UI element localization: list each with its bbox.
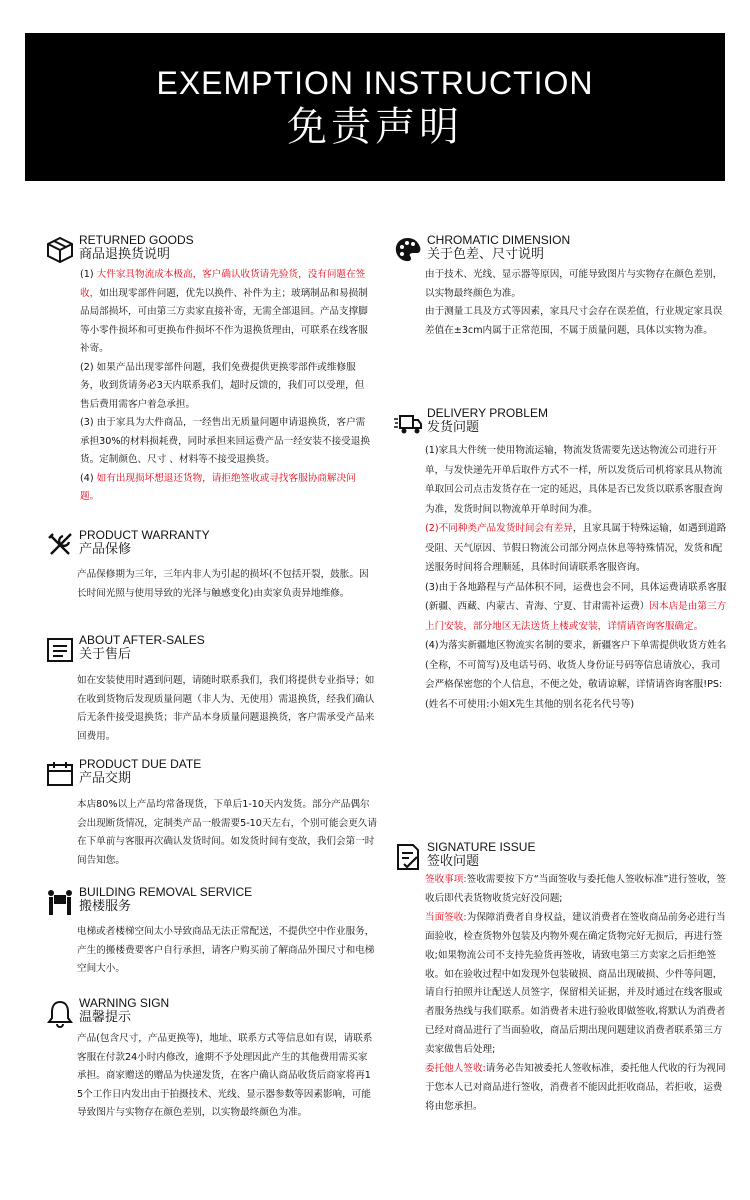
section-body: [425, 871, 728, 1117]
paragraph: (1)家具大件统一使用物流运输，物流发货需要先送达物流公司进行开单，与发快递先开单后取件方式不一样，所以发货后司机将家具从物流单取回公司点击发货存在一定的延迟，具体是否已发货以联系客服查询为准，发货时间以物流单开单时间为准。: [425, 445, 723, 515]
section-title-zh: 关于色差、尺寸说明: [427, 247, 545, 262]
section-title-zh: 搬楼服务: [79, 899, 132, 914]
section-body: 本店80%以上产品均常备现货，下单后1-10天内发货。部分产品偶尔会出现断货情况，定制类产品一般需要5-10天左右，个别可能会更久请在下单前与客服再次确认发货时间。如发货时间有变故，我们会第一时间告知您。: [77, 799, 377, 866]
section-body: [425, 266, 728, 340]
text: 如出现零部件问题，优先以换件、补件为主；玻璃制品和易损制品局部损坏，可由第三方卖家直接补寄，无需全部退回。产品支撑脚等小零件损坏和可更换布件损坏不作为退换货理由，可联系在线客服补寄。: [80, 287, 368, 354]
section-product-due-date: [45, 757, 375, 877]
paragraph: 由于技术、光线、显示器等原因，可能导致图片与实物存在颜色差别，以实物最终颜色为准。: [425, 269, 723, 299]
section-title-en: BUILDING REMOVAL SERVICE: [79, 885, 253, 899]
text: ，且家具属于特殊运输，如遇到道路受阻、天气原因、节假日物流公司部分网点休息等特殊情况，发货和配送服务时间将合理顺延，具体时间请联系客服咨询。: [425, 523, 727, 573]
section-signature-issue: [393, 840, 728, 1180]
section-title-en: SIGNATURE ISSUE: [427, 840, 536, 854]
bell-icon: [45, 998, 75, 1028]
section-title-zh: 产品交期: [79, 771, 132, 786]
section-body: 产品保修期为三年，三年内非人为引起的损坏(不包括开裂，鼓胀。因长时间光照与使用导致的光泽与触感变化)由卖家负责异地维修。: [77, 569, 369, 599]
section-title-zh: 关于售后: [79, 647, 132, 662]
header-banner: [25, 33, 725, 181]
highlight-text: (2)不同种类产品发货时间会有差异: [425, 523, 573, 534]
highlight-text: 大件家具物流成本极高，客户确认收货请先验货，没有问题在签收，: [80, 269, 366, 299]
header-title-en: EXEMPTION INSTRUCTION: [156, 65, 594, 101]
section-title-zh: 发货问题: [427, 420, 480, 435]
highlight-text: 委托他人签收:: [425, 1063, 486, 1075]
paragraph: (4)为落实新疆地区物流实名制的要求，新疆客户下单需提供收货方姓名(全称，不可简写)及电话号码、收货人身份证号码等信息请放心，我司会严格保密您的个人信息，不便之处，敬请谅解，详情请咨询客服!PS:(姓名不可使用:小姐X先生其他的别名花名代号等): [425, 640, 727, 710]
tools-icon: [45, 530, 75, 560]
section-product-warranty: [45, 528, 375, 628]
section-warning-sign: [45, 996, 375, 1156]
text: 请务必告知被委托人签收标准，委托他人代收的行为视同于您本人已对商品进行签收，消费者不能因此拒收商品，若拒收，运费将由您承担。: [425, 1063, 726, 1112]
section-title-en: DELIVERY PROBLEM: [427, 406, 548, 420]
box-icon: [45, 235, 75, 265]
calendar-icon: [45, 759, 75, 789]
section-building-removal: [45, 885, 375, 980]
section-title-en: WARNING SIGN: [79, 996, 170, 1010]
text: (4): [80, 472, 97, 484]
highlight-text: 签收事项:: [425, 874, 467, 885]
section-body: 电梯或者楼梯空间太小导致商品无法正常配送，不提供空中作业服务，产生的搬楼费要客户自行承担，请客户购买前了解商品外围尺寸和电梯空间大小。: [77, 926, 375, 974]
section-title-en: ABOUT AFTER-SALES: [79, 633, 205, 647]
section-body: 产品(包含尺寸，产品更换等)，地址、联系方式等信息如有误，请联系客服在付款24小时内修改，逾期不予处理因此产生的其他费用需买家承担。商家赠送的赠品为快递发货，在客户确认商品收货后商家将再15个工作日内发出由于拍摄技术、光线、显示器参数等因素影响，可能导致图片与实物存在颜色差别，以实物最终颜色为准。: [77, 1033, 373, 1118]
text: 为保障消费者自身权益，建议消费者在签收商品前务必进行当面验收，检查货物外包装及内物外观在确定货物完好无损后，再进行签收;如果物流公司不支持先验货再签收，请致电第三方卖家之后拒绝签收。如在验收过程中如发现外包装破损、商品出现破损、少件等问题，请自行拍照并让配送人员签字，保留相关证据，并及时通过在线客服或者服务热线与我们联系。如消费者未进行验收即做签收,将默认为消费者已经对商品进行了当面验收，商品后期出现问题建议消费者联系第三方卖家做售后处理;: [425, 911, 726, 1056]
text: (3)由于各地路程与产品体积不同，运费也会不同，具体运费请联系客服(新疆、西藏、内蒙古、青海、宁夏、甘肃需补运费）: [425, 581, 727, 612]
paragraph: (3) 由于家具为大件商品，一经售出无质量问题申请退换货，客户需承担30%的材料损耗费，同时承担来回运费产品一经安装不接受退换货。定制颜色、尺寸 、材料等不接受退换货。: [80, 417, 370, 465]
highlight-text: 当面签收:: [425, 911, 467, 923]
section-title-zh: 温馨提示: [79, 1010, 132, 1025]
document-icon: [45, 635, 75, 665]
truck-icon: [393, 408, 423, 438]
section-chromatic-dimension: [393, 233, 728, 353]
header-title-zh: 免责声明: [287, 104, 463, 150]
paragraph: (2) 如果产品出现零部件问题，我们免费提供更换零部件或维修服务，收到货请务必3天内联系我们，超时反馈的，我们可以受理，但售后费用需客户着急承担。: [80, 361, 365, 410]
text: 签收需要按下方“当面签收与委托他人签收标准”进行签收，签收后即代表货物收货完好没问题;: [425, 874, 726, 904]
highlight-text: 如有出现损坏想退还货物，请拒绝签收或寻找客服协商解决问题。: [80, 472, 356, 502]
section-title-en: PRODUCT WARRANTY: [79, 528, 210, 542]
highlight-text: 因本店是由第三方上门安装，部分地区无法送货上楼或安装，详情请咨询客服确定。: [425, 601, 727, 632]
section-returned-goods: [45, 233, 375, 523]
movers-icon: [45, 887, 75, 917]
paragraph: 由于测量工具及方式等因素，家具尺寸会存在误差值，行业规定家具误差值在±3cm内属于正常范围，不属于质量问题，具体以实物为准。: [425, 306, 723, 336]
section-title-en: PRODUCT DUE DATE: [79, 757, 202, 771]
section-title-en: CHROMATIC DIMENSION: [427, 233, 571, 247]
section-body: 如在安装使用时遇到问题，请随时联系我们，我们将提供专业指导；如在收到货物后发现质量问题（非人为、无使用）需退换货，经我们确认后无条件接受退换货；非产品本身质量问题退换货，客户需承受产品来回费用。: [77, 675, 375, 742]
section-body: [80, 266, 372, 507]
signed-document-icon: [393, 842, 423, 872]
section-title-zh: 签收问题: [427, 854, 480, 869]
section-title-zh: 产品保修: [79, 542, 132, 557]
section-title-zh: 商品退换货说明: [79, 247, 171, 262]
section-body: [425, 441, 728, 714]
section-after-sales: [45, 633, 375, 753]
section-title-en: RETURNED GOODS: [79, 233, 194, 247]
section-delivery-problem: [393, 406, 728, 826]
text: (1): [80, 269, 97, 280]
palette-icon: [393, 235, 423, 265]
